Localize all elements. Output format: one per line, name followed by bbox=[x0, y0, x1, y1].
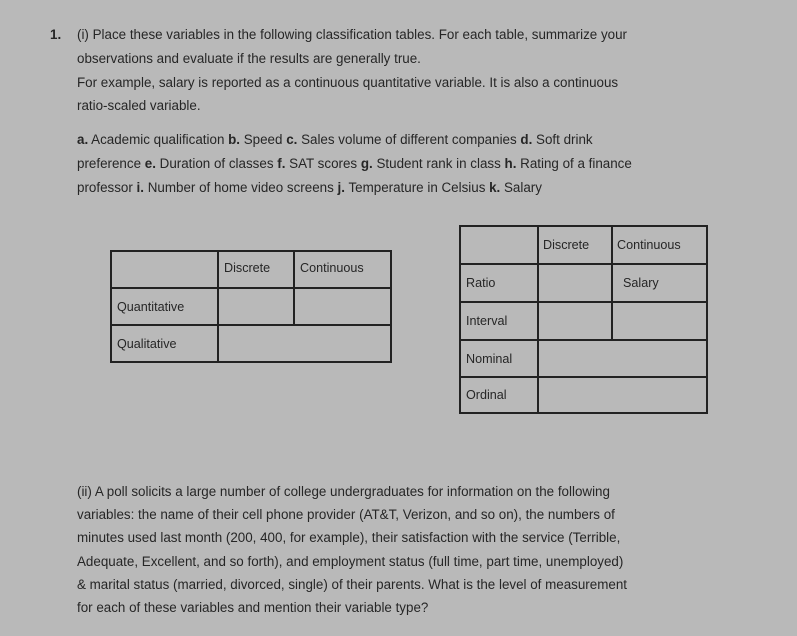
text-line: (i) Place these variables in the following classification tables. For each table, summarize your bbox=[77, 27, 628, 42]
item-label: k. bbox=[489, 180, 501, 195]
cell bbox=[538, 377, 707, 413]
text-line: observations and evaluate if the results are generally true. bbox=[77, 51, 421, 66]
measurement-scale-table bbox=[459, 225, 708, 414]
cell bbox=[538, 302, 612, 340]
item-label: i. bbox=[136, 180, 144, 195]
text-line: minutes used last month (200, 400, for example), their satisfaction with the service (Terrible, bbox=[77, 530, 621, 545]
item-text: Rating of a finance bbox=[516, 156, 632, 171]
cell bbox=[294, 288, 391, 325]
item-label: c. bbox=[286, 132, 298, 147]
text-line: ratio-scaled variable. bbox=[77, 98, 201, 113]
item-text: Sales volume of different companies bbox=[297, 132, 521, 147]
row-label-interval: Interval bbox=[460, 302, 538, 340]
text-line: variables: the name of their cell phone provider (AT&T, Verizon, and so on), the numbers of bbox=[77, 507, 615, 522]
cell bbox=[538, 340, 707, 377]
item-text: Duration of classes bbox=[155, 156, 278, 171]
corner-cell bbox=[460, 226, 538, 264]
cell bbox=[612, 302, 707, 340]
item-label: f. bbox=[277, 156, 286, 171]
item-text: SAT scores bbox=[285, 156, 361, 171]
cell bbox=[538, 264, 612, 302]
header-continuous: Continuous bbox=[294, 251, 391, 288]
item-label: j. bbox=[337, 180, 345, 195]
text-line: & marital status (married, divorced, single) of their parents. What is the level of measurement bbox=[77, 577, 627, 592]
text-line: For example, salary is reported as a continuous quantitative variable. It is also a continuous bbox=[77, 75, 619, 90]
corner-cell bbox=[111, 251, 218, 288]
header-discrete: Discrete bbox=[218, 251, 294, 288]
text-line bbox=[77, 155, 632, 173]
cell bbox=[218, 325, 391, 362]
row-label-qualitative: Qualitative bbox=[111, 325, 218, 362]
quantitative-qualitative-table bbox=[110, 250, 392, 363]
item-text: professor bbox=[77, 180, 137, 195]
item-label: d. bbox=[520, 132, 533, 147]
item-text: preference bbox=[77, 156, 145, 171]
header-discrete: Discrete bbox=[538, 226, 612, 264]
item-label: g. bbox=[360, 156, 373, 171]
row-label-quantitative: Quantitative bbox=[111, 288, 218, 325]
item-text: Number of home video screens bbox=[144, 180, 338, 195]
text-line: Adequate, Excellent, and so forth), and employment status (full time, part time, unemployed) bbox=[77, 554, 624, 569]
cell bbox=[218, 288, 294, 325]
item-label: b. bbox=[228, 132, 241, 147]
item-label: e. bbox=[144, 156, 156, 171]
item-text: Speed bbox=[240, 132, 287, 147]
question-number: 1. bbox=[50, 27, 62, 42]
item-label: h. bbox=[504, 156, 517, 171]
item-text: Temperature in Celsius bbox=[344, 180, 490, 195]
header-continuous: Continuous bbox=[612, 226, 707, 264]
item-text: Salary bbox=[500, 180, 542, 195]
item-text: Student rank in class bbox=[372, 156, 505, 171]
item-text: Soft drink bbox=[532, 132, 593, 147]
text-line bbox=[77, 179, 542, 197]
text-line bbox=[77, 131, 593, 149]
row-label-nominal: Nominal bbox=[460, 340, 538, 377]
item-text: Academic qualification bbox=[88, 132, 229, 147]
item-label: a. bbox=[77, 132, 89, 147]
text-line: (ii) A poll solicits a large number of college undergraduates for information on the following bbox=[77, 484, 610, 499]
row-label-ratio: Ratio bbox=[460, 264, 538, 302]
text-line: for each of these variables and mention their variable type? bbox=[77, 600, 429, 615]
row-label-ordinal: Ordinal bbox=[460, 377, 538, 413]
cell-salary: Salary bbox=[612, 264, 707, 302]
